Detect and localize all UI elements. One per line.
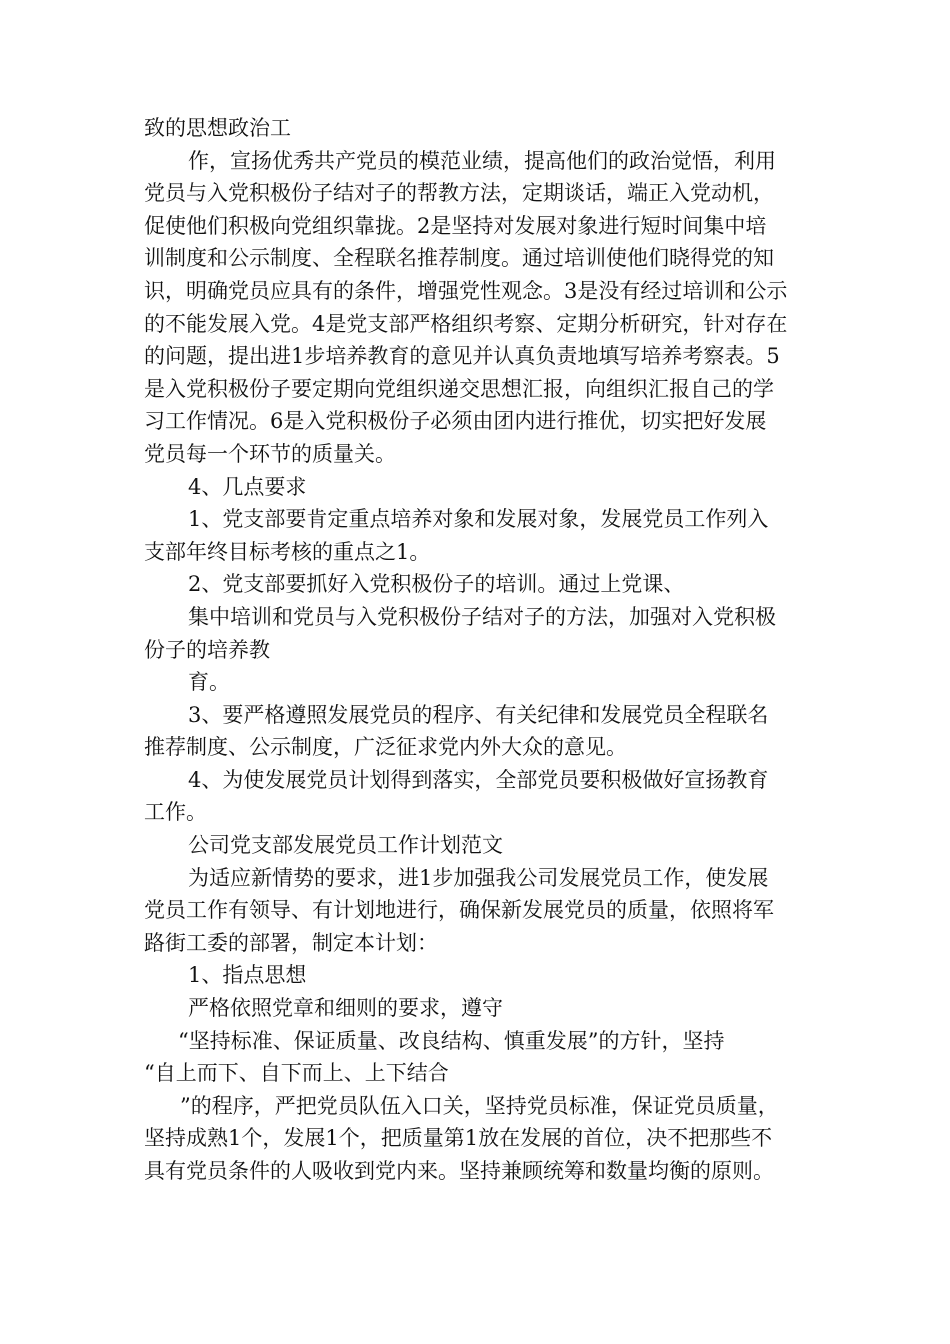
text-line: 促使他们积极向党组织靠拢。2是坚持对发展对象进行短时间集中培: [144, 213, 767, 238]
text-line: 集中培训和党员与入党积极份子结对子的方法，加强对入党积极: [188, 604, 776, 629]
text-line: 严格依照党章和细则的要求，遵守: [188, 996, 503, 1021]
text-line: “坚持标准、保证质量、改良结构、慎重发展”的方针，坚持: [178, 1028, 725, 1053]
text-line: 2、党支部要抓好入党积极份子的培训。通过上党课、: [188, 572, 685, 597]
text-line: 党员每一个环节的质量关。: [144, 441, 396, 466]
text-line: 作，宣扬优秀共产党员的模范业绩，提高他们的政治觉悟，利用: [188, 148, 776, 173]
section-heading: 1、指点思想: [188, 963, 307, 988]
text-line: 育。: [188, 670, 230, 695]
text-line: 具有党员条件的人吸收到党内来。坚持兼顾统筹和数量均衡的原则。: [144, 1159, 774, 1183]
section-title: 公司党支部发展党员工作计划范文: [188, 833, 503, 858]
text-line: 1、党支部要肯定重点培养对象和发展对象，发展党员工作列入: [188, 507, 769, 532]
text-line: 识，明确党员应具有的条件，增强党性观念。3是没有经过培训和公示: [144, 278, 788, 303]
text-line: 支部年终目标考核的重点之1。: [144, 539, 431, 564]
text-line: 的问题，提出进1步培养教育的意见并认真负责地填写培养考察表。5: [144, 344, 780, 369]
text-line: ”的程序，严把党员队伍入口关，坚持党员标准，保证党员质量，: [180, 1093, 779, 1118]
text-line: 习工作情况。6是入党积极份子必须由团内进行推优，切实把好发展: [144, 409, 767, 434]
text-line: 工作。: [144, 800, 207, 825]
text-line: 是入党积极份子要定期向党组织递交思想汇报，向组织汇报自己的学: [144, 376, 774, 401]
text-line: “自上而下、自下而上、上下结合: [144, 1061, 449, 1086]
text-line: 份子的培养教: [144, 637, 270, 662]
text-line: 党员工作有领导、有计划地进行，确保新发展党员的质量，依照将军: [144, 898, 774, 923]
text-line: 4、为使发展党员计划得到落实，全部党员要积极做好宣扬教育: [188, 767, 769, 792]
text-line: 路街工委的部署，制定本计划：: [144, 930, 438, 955]
section-heading: 4、几点要求: [188, 474, 307, 499]
text-line: 致的思想政治工: [144, 116, 291, 140]
document-page: [144, 112, 810, 1188]
text-line: 的不能发展入党。4是党支部严格组织考察、定期分析研究，针对存在: [144, 311, 788, 336]
text-line: 推荐制度、公示制度，广泛征求党内外大众的意见。: [144, 735, 627, 760]
text-line: 为适应新情势的要求，进1步加强我公司发展党员工作，使发展: [188, 865, 769, 890]
text-line: 坚持成熟1个，发展1个，把质量第1放在发展的首位，决不把那些不: [144, 1126, 773, 1151]
text-line: 训制度和公示制度、全程联名推荐制度。通过培训使他们晓得党的知: [144, 246, 774, 271]
text-line: 党员与入党积极份子结对子的帮教方法，定期谈话，端正入党动机，: [144, 181, 774, 206]
text-line: 3、要严格遵照发展党员的程序、有关纪律和发展党员全程联名: [188, 702, 769, 727]
